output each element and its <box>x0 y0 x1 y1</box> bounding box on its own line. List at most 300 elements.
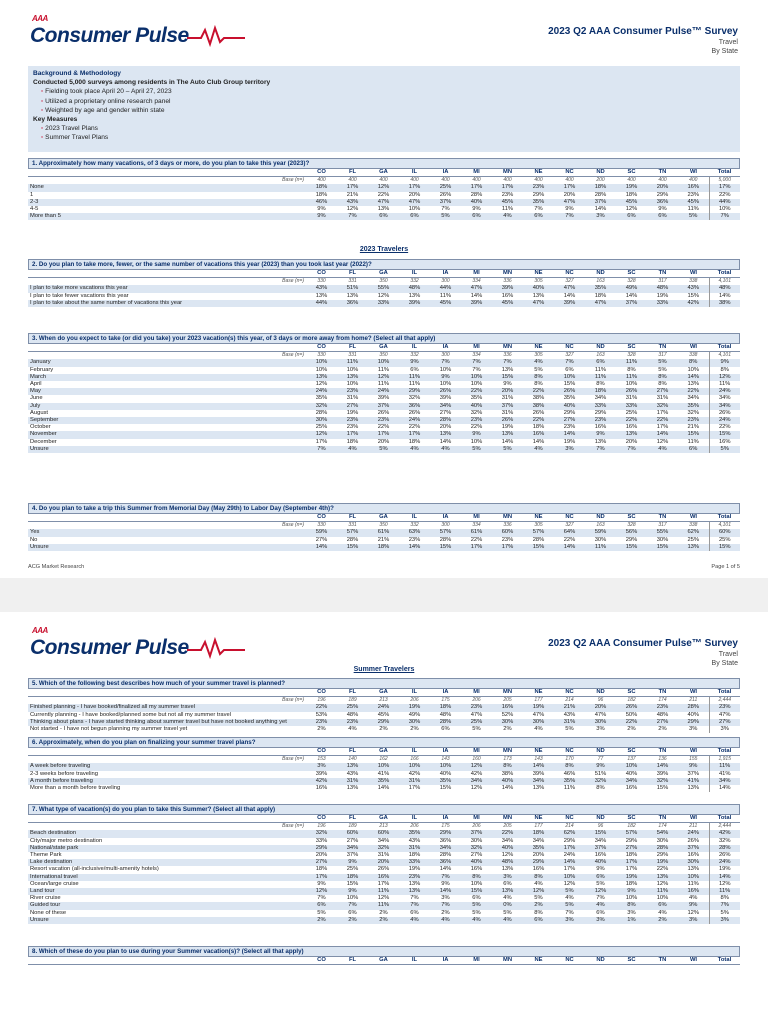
cell-value: 37% <box>687 770 700 777</box>
cell-value: 37% <box>368 403 399 410</box>
cell-value: 57% <box>616 830 647 837</box>
cell-value: 27% <box>315 536 328 543</box>
cell-value: 10% <box>625 381 638 388</box>
base-value: 330 <box>317 352 326 359</box>
cell-value: 49% <box>408 711 421 718</box>
cell-value: 22% <box>306 704 337 711</box>
cell-value: 3% <box>627 909 636 916</box>
cell-value: 17% <box>554 184 585 191</box>
cell-value: 28% <box>594 191 607 198</box>
cell-value: 3% <box>585 917 616 924</box>
cell-value: 15% <box>346 880 359 887</box>
base-value: 206 <box>472 823 481 830</box>
base-value: 163 <box>596 278 605 285</box>
row-label: River cruise <box>30 895 61 902</box>
cell-value: 30% <box>656 536 669 543</box>
cell-value: 7% <box>472 366 481 373</box>
cell-value: 17% <box>492 544 523 551</box>
cell-value: 22% <box>647 417 678 424</box>
column-header: FL <box>337 957 368 965</box>
section-2023-travelers: 2023 Travelers <box>359 246 409 253</box>
cell-value: 13% <box>687 866 700 873</box>
cell-value: 33% <box>399 859 430 866</box>
table-row <box>28 771 740 778</box>
cell-value: 43% <box>678 285 709 292</box>
question-text: 1. Approximately how many vacations, of 3 days or more, do you plan to take this year (2023)? <box>28 158 740 169</box>
cell-value: 17% <box>461 544 492 551</box>
base-value: 336 <box>503 522 512 529</box>
cell-value: 48% <box>399 285 430 292</box>
column-header: Total <box>709 815 740 823</box>
column-header: SC <box>616 344 647 352</box>
cell-value: 45% <box>492 300 523 307</box>
row-label: National/state park <box>28 845 306 852</box>
row-label: No <box>30 536 38 543</box>
column-header: WI <box>678 957 709 965</box>
base-value: 140 <box>348 756 357 763</box>
column-header: Total <box>709 169 740 177</box>
cell-value: 23% <box>709 704 740 711</box>
cell-value: 23% <box>647 704 678 711</box>
cell-value: 43% <box>306 285 337 292</box>
row-label: 2-3 <box>28 199 306 206</box>
cell-value: 10% <box>461 374 492 381</box>
cell-value: 35% <box>430 778 461 785</box>
column-header: SC <box>616 169 647 177</box>
cell-value: 55% <box>647 529 678 536</box>
cell-value: 6% <box>503 880 512 887</box>
table-row <box>28 537 740 544</box>
column-header: MN <box>492 748 523 756</box>
cell-value: 22% <box>523 388 554 395</box>
column-header: TN <box>647 689 678 697</box>
results-table <box>28 689 740 733</box>
cell-value: 23% <box>461 417 492 424</box>
cell-value: 40% <box>461 403 492 410</box>
column-header: IA <box>430 689 461 697</box>
cell-value: 11% <box>709 763 740 770</box>
cell-value: 6% <box>523 917 554 924</box>
base-value: 400 <box>689 177 698 184</box>
cell-value: 3% <box>441 895 450 902</box>
cell-value: 37% <box>430 199 461 206</box>
cell-value: 4% <box>523 359 554 366</box>
cell-value: 7% <box>461 359 492 366</box>
base-value: 182 <box>627 823 636 830</box>
report-title-block <box>548 26 738 55</box>
header-row <box>28 748 740 756</box>
cell-value: 4% <box>430 446 461 453</box>
cell-value: 3% <box>709 726 740 733</box>
cell-value: 10% <box>554 874 585 881</box>
cell-value: 3% <box>585 213 616 220</box>
base-value: 328 <box>627 522 636 529</box>
cell-value: 9% <box>565 206 574 213</box>
cell-value: 29% <box>430 830 461 837</box>
cell-value: 22% <box>709 192 740 199</box>
cell-value: 43% <box>408 837 421 844</box>
cell-value: 48% <box>439 711 452 718</box>
base-row <box>28 522 740 530</box>
cell-value: 38% <box>532 395 545 402</box>
key-measure-item: ▫ Summer Travel Plans <box>33 133 735 142</box>
column-header: MN <box>492 957 523 965</box>
cell-value: 40% <box>461 859 492 866</box>
report-subtitle-2: By State <box>711 48 738 55</box>
cell-value: 30% <box>470 837 483 844</box>
cell-value: 3% <box>492 874 523 881</box>
base-label: Base (n=) <box>282 352 304 359</box>
cell-value: 38% <box>523 403 554 410</box>
base-value: 400 <box>627 177 636 184</box>
header-blank <box>28 514 306 522</box>
cell-value: 47% <box>532 711 545 718</box>
base-value: 189 <box>348 697 357 704</box>
cell-value: 5% <box>317 909 326 916</box>
cell-value: 16% <box>678 184 709 191</box>
row-label: June <box>30 395 43 402</box>
cell-value: 12% <box>709 374 740 381</box>
column-header: IL <box>399 344 430 352</box>
cell-value: 48% <box>346 711 359 718</box>
cell-value: 28% <box>470 191 483 198</box>
column-header: WI <box>678 514 709 522</box>
cell-value: 12% <box>563 880 576 887</box>
report-subtitle-2: By State <box>711 660 738 667</box>
cell-value: 7% <box>430 359 461 366</box>
cell-value: 0% <box>492 902 523 909</box>
cell-value: 33% <box>616 403 647 410</box>
base-value: 334 <box>472 522 481 529</box>
cell-value: 12% <box>656 438 669 445</box>
cell-value: 18% <box>315 191 328 198</box>
cell-value: 14% <box>709 785 740 792</box>
cell-value: 6% <box>585 359 616 366</box>
row-label: International travel <box>28 874 306 881</box>
column-header: NC <box>554 344 585 352</box>
cell-value: 6% <box>306 902 337 909</box>
cell-value: 17% <box>306 874 337 881</box>
cell-value: 2% <box>441 909 450 916</box>
cell-value: 14% <box>532 438 545 445</box>
cell-value: 7% <box>337 213 368 220</box>
header-row <box>28 689 740 697</box>
table-row <box>28 403 740 410</box>
cell-value: 44% <box>306 300 337 307</box>
column-header: Total <box>709 957 740 965</box>
cell-value: 30% <box>306 417 337 424</box>
row-label: Thinking about plans - I have started thinking about summer travel but have not booked anything yet <box>28 719 306 726</box>
base-value: 205 <box>503 697 512 704</box>
cell-value: 4% <box>461 917 492 924</box>
column-header: TN <box>647 748 678 756</box>
column-header: IL <box>399 957 430 965</box>
base-value: 163 <box>596 522 605 529</box>
cell-value: 6% <box>410 909 419 916</box>
logo-text: Consumer Pulse <box>30 24 189 47</box>
base-value: 177 <box>534 697 543 704</box>
base-value: 400 <box>441 177 450 184</box>
base-value: 338 <box>689 522 698 529</box>
cell-value: 24% <box>709 417 740 424</box>
base-value: 206 <box>472 697 481 704</box>
cell-value: 34% <box>430 403 461 410</box>
cell-value: 2% <box>658 726 667 733</box>
column-header: MI <box>461 344 492 352</box>
results-table <box>28 815 740 924</box>
cell-value: 4% <box>689 895 698 902</box>
cell-value: 5% <box>368 446 399 453</box>
cell-value: 6% <box>585 874 616 881</box>
cell-value: 23% <box>337 719 368 726</box>
question-text: 2. Do you plan to take more, fewer, or the same number of vacations this year (2023) than you took last year (2022)? <box>28 259 740 270</box>
cell-value: 35% <box>523 845 554 852</box>
question-text: 7. What type of vacation(s) do you plan to take this Summer? (Select all that apply) <box>28 804 740 815</box>
table-row <box>28 381 740 388</box>
row-label: Not started - I have not begun planning my summer travel yet <box>30 726 188 733</box>
cell-value: 26% <box>492 417 523 424</box>
cell-value: 9% <box>503 381 512 388</box>
column-header: NE <box>523 169 554 177</box>
table-row <box>28 424 740 431</box>
base-value: 336 <box>503 352 512 359</box>
base-value: 163 <box>596 352 605 359</box>
cell-value: 26% <box>377 409 390 416</box>
row-label: Beach destination <box>28 830 306 837</box>
header-blank <box>28 748 306 756</box>
cell-value: 16% <box>594 852 607 859</box>
table-row <box>28 417 740 424</box>
cell-value: 18% <box>408 438 421 445</box>
cell-value: 5% <box>658 366 667 373</box>
cell-value: 26% <box>616 704 647 711</box>
cell-value: 25% <box>315 424 328 431</box>
cell-value: 13% <box>492 888 523 895</box>
row-label: More than a month before traveling <box>30 785 121 792</box>
cell-value: 17% <box>461 184 492 191</box>
column-header: MI <box>461 748 492 756</box>
base-row <box>28 352 740 360</box>
base-label: Base (n=) <box>282 177 304 184</box>
cell-value: 6% <box>616 213 647 220</box>
cell-value: 38% <box>501 770 514 777</box>
column-header: GA <box>368 689 399 697</box>
cell-value: 34% <box>709 403 740 410</box>
base-value: 330 <box>317 278 326 285</box>
column-header: IL <box>399 270 430 278</box>
cell-value: 61% <box>368 529 399 536</box>
cell-value: 5% <box>472 726 481 733</box>
base-value: 400 <box>503 177 512 184</box>
cell-value: 13% <box>337 374 368 381</box>
column-header: GA <box>368 169 399 177</box>
cell-value: 15% <box>563 381 576 388</box>
cell-value: 9% <box>678 902 709 909</box>
cell-value: 29% <box>563 837 576 844</box>
column-header: CO <box>306 270 337 278</box>
cell-value: 36% <box>430 859 461 866</box>
cell-value: 62% <box>554 830 585 837</box>
cell-value: 5% <box>503 909 512 916</box>
base-value: 177 <box>534 823 543 830</box>
cell-value: 30% <box>656 837 669 844</box>
base-value: 327 <box>565 352 574 359</box>
cell-value: 7% <box>596 895 605 902</box>
table-row <box>28 293 740 300</box>
cell-value: 10% <box>430 763 461 770</box>
column-header: CO <box>306 748 337 756</box>
column-header: IA <box>430 169 461 177</box>
cell-value: 13% <box>377 206 390 213</box>
cell-value: 5% <box>492 446 523 453</box>
cell-value: 30% <box>594 536 607 543</box>
cell-value: 17% <box>563 866 576 873</box>
cell-value: 63% <box>399 529 430 536</box>
table-row <box>28 544 740 551</box>
cell-value: 37% <box>346 852 359 859</box>
column-header: Total <box>709 514 740 522</box>
cell-value: 13% <box>687 785 700 792</box>
cell-value: 44% <box>430 285 461 292</box>
cell-value: 35% <box>554 778 585 785</box>
cell-value: 12% <box>523 888 554 895</box>
header-blank <box>28 270 306 278</box>
table-row <box>28 778 740 785</box>
column-header: Total <box>709 270 740 278</box>
cell-value: 38% <box>709 300 740 307</box>
cell-value: 42% <box>470 770 483 777</box>
cell-value: 34% <box>594 837 607 844</box>
aaa-logo: AAA <box>32 14 48 23</box>
cell-value: 11% <box>687 880 699 887</box>
cell-value: 6% <box>678 446 709 453</box>
base-value: 162 <box>379 756 388 763</box>
question-text: 8. Which of these do you plan to use during your Summer vacation(s)? (Select all that apply) <box>28 946 740 957</box>
cell-value: 14% <box>377 785 390 792</box>
cell-value: 20% <box>377 438 390 445</box>
cell-value: 22% <box>461 388 492 395</box>
cell-value: 33% <box>315 837 328 844</box>
cell-value: 23% <box>306 719 337 726</box>
row-label: More than 5 <box>28 213 306 220</box>
cell-value: 20% <box>315 852 328 859</box>
cell-value: 28% <box>315 409 328 416</box>
cell-value: 5% <box>709 910 740 917</box>
row-label: May <box>28 388 306 395</box>
pulse-line-icon <box>187 637 247 659</box>
row-label: None <box>28 184 306 191</box>
header-row <box>28 270 740 278</box>
cell-value: 33% <box>647 300 678 307</box>
cell-value: 8% <box>709 367 740 374</box>
footer-left: ACG Market Research <box>28 564 85 570</box>
question-text: 6. Approximately, when do you plan on finalizing your summer travel plans? <box>28 737 740 748</box>
cell-value: 26% <box>439 191 452 198</box>
base-value: 137 <box>627 756 636 763</box>
section-summer-travelers: Summer Travelers <box>353 666 415 673</box>
base-value: 400 <box>379 177 388 184</box>
cell-value: 31% <box>377 852 390 859</box>
cell-value: 59% <box>585 529 616 536</box>
report-subtitle: Travel <box>718 651 738 658</box>
cell-value: 15% <box>709 431 740 438</box>
row-label: November <box>28 431 306 438</box>
header-blank <box>28 957 306 965</box>
cell-value: 9% <box>337 888 368 895</box>
column-header: NC <box>554 270 585 278</box>
cell-value: 29% <box>594 409 607 416</box>
cell-value: 5% <box>472 909 481 916</box>
cell-value: 7% <box>430 902 461 909</box>
base-value: 305 <box>534 278 543 285</box>
cell-value: 56% <box>616 529 647 536</box>
column-header: GA <box>368 815 399 823</box>
table-row <box>28 446 740 453</box>
cell-value: 29% <box>368 719 399 726</box>
cell-value: 28% <box>439 852 452 859</box>
cell-value: 20% <box>563 191 576 198</box>
cell-value: 12% <box>656 880 669 887</box>
cell-value: 8% <box>523 874 554 881</box>
cell-value: 18% <box>625 191 638 198</box>
question-text: 3. When do you expect to take (or did you take) your 2023 vacation(s) this year, of 3 days or more away from home? (Select all that apply) <box>28 333 740 344</box>
cell-value: 11% <box>377 381 390 388</box>
cell-value: 12% <box>346 206 359 213</box>
column-header: TN <box>647 270 678 278</box>
cell-value: 12% <box>461 763 492 770</box>
cell-value: 42% <box>408 770 421 777</box>
cell-value: 19% <box>616 874 647 881</box>
methodology-bullet: ▫ Fielding took place April 20 – April 27, 2023 <box>33 87 735 96</box>
cell-value: 15% <box>523 544 554 551</box>
column-header: ND <box>585 748 616 756</box>
key-measures-title: Key Measures <box>33 116 78 124</box>
base-value: 4,101 <box>709 522 740 530</box>
cell-value: 41% <box>709 771 740 778</box>
cell-value: 8% <box>523 374 554 381</box>
results-table <box>28 169 740 220</box>
row-label: Lake destination <box>28 859 306 866</box>
cell-value: 17% <box>377 880 390 887</box>
cell-value: 17% <box>625 866 638 873</box>
cell-value: 44% <box>709 199 740 206</box>
cell-value: 32% <box>647 403 678 410</box>
cell-value: 14% <box>439 438 452 445</box>
cell-value: 45% <box>678 199 709 206</box>
column-header: FL <box>337 689 368 697</box>
cell-value: 9% <box>317 206 326 213</box>
row-label: Finished planning - I have booked/finalized all my summer travel <box>28 704 306 711</box>
cell-value: 14% <box>678 374 709 381</box>
cell-value: 57% <box>337 529 368 536</box>
table-row <box>28 184 740 191</box>
cell-value: 6% <box>410 366 419 373</box>
base-value: 336 <box>503 278 512 285</box>
cell-value: 31% <box>399 845 430 852</box>
cell-value: 11% <box>399 374 430 381</box>
cell-value: 6% <box>596 909 605 916</box>
cell-value: 29% <box>399 388 430 395</box>
base-value: 400 <box>534 177 543 184</box>
cell-value: 12% <box>377 895 390 902</box>
cell-value: 39% <box>439 395 452 402</box>
cell-value: 47% <box>399 199 430 206</box>
cell-value: 7% <box>554 359 585 366</box>
column-header: SC <box>616 689 647 697</box>
cell-value: 12% <box>306 431 337 438</box>
cell-value: 34% <box>461 778 492 785</box>
cell-value: 4% <box>534 726 543 733</box>
